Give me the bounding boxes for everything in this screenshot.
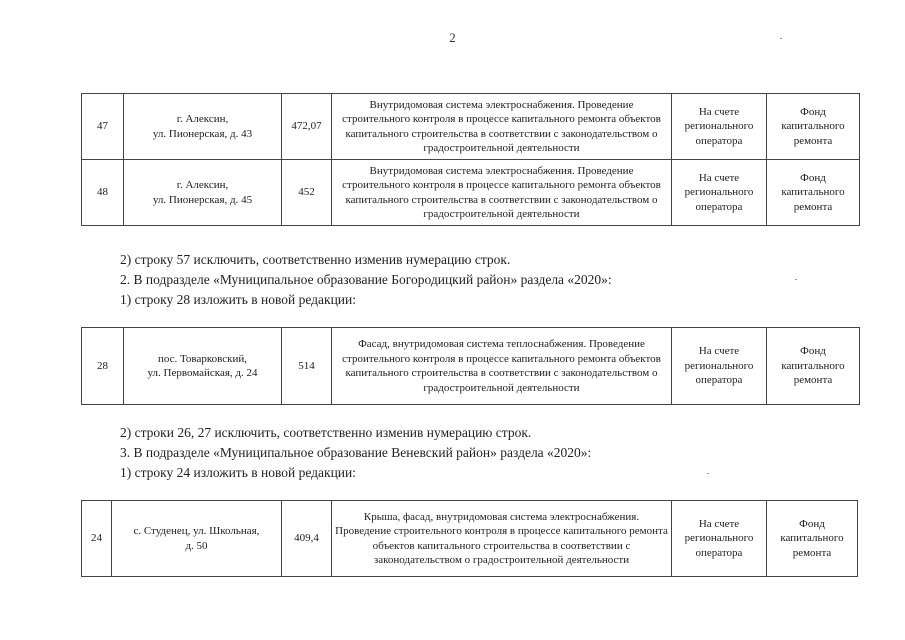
account-cell: На счете регионального оператора bbox=[672, 328, 767, 405]
address-line-2: д. 50 bbox=[185, 539, 208, 552]
scan-speck bbox=[795, 279, 797, 280]
row-number: 48 bbox=[82, 160, 124, 226]
paragraph: 1) строку 24 изложить в новой редакции: bbox=[120, 465, 356, 480]
scan-speck bbox=[707, 473, 709, 474]
fund-cell: Фонд капитального ремонта bbox=[767, 328, 860, 405]
account-cell: На счете регионального оператора bbox=[672, 160, 767, 226]
table-row bbox=[82, 501, 858, 577]
address-line-2: ул. Пионерская, д. 45 bbox=[152, 193, 253, 206]
table-row bbox=[82, 94, 860, 160]
address-line-1: г. Алексин, bbox=[176, 113, 229, 125]
address-cell bbox=[124, 328, 282, 405]
work-description-cell: Фасад, внутридомовая система теплоснабжения. Проведение строительного контроля в процессе капитального ремонта объектов капитального строительства в соответствии с законодательством о градостроительной деятельности bbox=[332, 328, 672, 405]
paragraph: 2) строку 57 исключить, соответственно изменив нумерацию строк. bbox=[120, 252, 511, 267]
repair-table-aleksin bbox=[81, 93, 860, 226]
work-description-cell: Крыша, фасад, внутридомовая система электроснабжения. Проведение строительного контроля в процессе капитального ремонта объектов капитального строительства в соответствии с законодательством о градостроительной деятельности bbox=[332, 501, 672, 577]
area-cell: 514 bbox=[282, 328, 332, 405]
fund-cell: Фонд капитального ремонта bbox=[767, 94, 860, 160]
address-line-1: с. Студенец, ул. Школьная, bbox=[133, 525, 260, 537]
address-line-1: пос. Товарковский, bbox=[157, 352, 248, 365]
table-row bbox=[82, 160, 860, 226]
address-line-2: ул. Первомайская, д. 24 bbox=[147, 367, 258, 379]
scan-speck bbox=[780, 38, 782, 39]
paragraph: 2) строки 26, 27 исключить, соответственно изменив нумерацию строк. bbox=[120, 425, 532, 440]
address-line-2: ул. Пионерская, д. 43 bbox=[152, 127, 253, 140]
table-row bbox=[82, 328, 860, 405]
repair-table-bogoroditsk bbox=[81, 327, 860, 405]
account-cell: На счете регионального оператора bbox=[672, 501, 767, 577]
row-number: 28 bbox=[82, 328, 124, 405]
address-cell bbox=[124, 94, 282, 160]
fund-cell: Фонд капитального ремонта bbox=[767, 160, 860, 226]
page-number: 2 bbox=[449, 30, 456, 45]
account-cell: На счете регионального оператора bbox=[672, 94, 767, 160]
work-description-cell: Внутридомовая система электроснабжения. Проведение строительного контроля в процессе капитального ремонта объектов капитального строительства в соответствии с законодательством о градостроительной деятельности bbox=[332, 160, 672, 226]
work-description-cell: Внутридомовая система электроснабжения. Проведение строительного контроля в процессе капитального ремонта объектов капитального строительства в соответствии с законодательством о градостроительной деятельности bbox=[332, 94, 672, 160]
paragraph: 1) строку 28 изложить в новой редакции: bbox=[120, 292, 356, 307]
address-cell bbox=[112, 501, 282, 577]
paragraph: 2. В подразделе «Муниципальное образование Богородицкий район» раздела «2020»: bbox=[120, 272, 612, 287]
repair-table-venev bbox=[81, 500, 858, 577]
address-line-1: г. Алексин, bbox=[176, 179, 229, 191]
area-cell: 472,07 bbox=[282, 94, 332, 160]
fund-cell: Фонд капитального ремонта bbox=[767, 501, 858, 577]
area-cell: 452 bbox=[282, 160, 332, 226]
row-number: 47 bbox=[82, 94, 124, 160]
area-cell: 409,4 bbox=[282, 501, 332, 577]
paragraph: 3. В подразделе «Муниципальное образование Веневский район» раздела «2020»: bbox=[120, 445, 592, 460]
row-number: 24 bbox=[82, 501, 112, 577]
address-cell bbox=[124, 160, 282, 226]
